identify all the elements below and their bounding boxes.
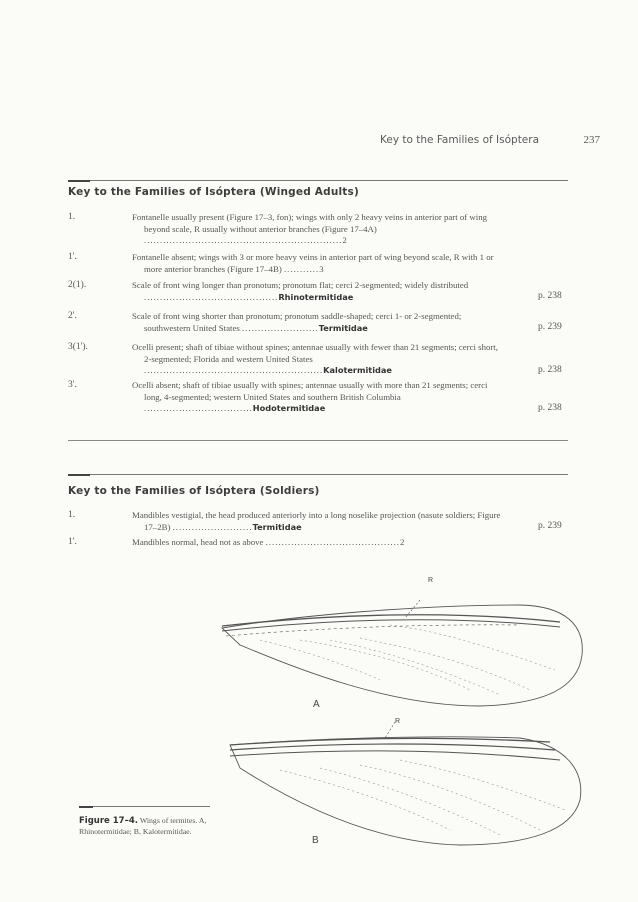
leader-dots: ........... (283, 263, 320, 274)
wing-a-drawing (222, 600, 582, 706)
couplet-lead: 2 (342, 235, 347, 246)
leader-dots: .................................. (144, 403, 253, 414)
wing-a-label: A (313, 699, 320, 710)
caption-rule (93, 806, 210, 807)
wing-b-drawing (230, 722, 581, 845)
section-title-soldiers: Key to the Families of Isóptera (Soldiers) (68, 485, 320, 497)
caption-title: Figure 17–4. (79, 816, 138, 826)
leader-dots: ........................................................ (144, 365, 324, 376)
winged-couplet-number: 3(1'). (68, 342, 88, 352)
couplet-lead: 3 (319, 263, 324, 274)
soldier-couplet-number: 1. (68, 510, 76, 520)
page-number: 237 (583, 134, 600, 146)
winged-page-ref: p. 238 (538, 291, 562, 302)
couplet-description: Mandibles normal, head not as above (132, 537, 266, 547)
caption-marker (79, 806, 93, 808)
couplet-description: Ocelli present; shaft of tibiae without spines; antennae usually with fewer than 21 segments; cerci short, 2-segmented; Florida and western United States (132, 342, 498, 364)
couplet-description: Ocelli absent; shaft of tibiae usually with spines; antennae usually with more than 21 segments; cerci long, 4-segmented; western United States and southern British Columbia (132, 380, 488, 402)
wing-a-vein-label: R (428, 577, 434, 584)
winged-page-ref: p. 239 (538, 322, 562, 333)
leader-dots: .............................................................. (144, 235, 343, 246)
wing-b-vein-label: R (395, 718, 401, 725)
soldier-page-ref: p. 239 (538, 521, 562, 532)
leader-dots: .......................................... (144, 291, 279, 302)
figure-caption (79, 816, 219, 837)
couplet-lead: 2 (400, 537, 405, 547)
couplet-description: Scale of front wing shorter than pronotum; pronotum saddle-shaped; cerci 1- or 2-segmented; southwestern United States (132, 311, 462, 333)
wing-b-label: B (312, 835, 319, 846)
couplet-description: Scale of front wing longer than pronotum; pronotum flat; cerci 2-segmented; widely distributed (132, 280, 469, 290)
soldier-couplet-number: 1'. (68, 537, 77, 547)
couplet-description: Mandibles vestigial, the head produced anteriorly into a long noselike projection (nasute soldiers; Figure 17–2B) (132, 510, 501, 532)
leader-dots: .......................................... (265, 537, 401, 547)
family-name: Hodotermitidae (252, 403, 326, 414)
leader-dots: ........................ (241, 322, 319, 333)
winged-couplet-number: 3'. (68, 380, 77, 390)
running-head-title: Key to the Families of Isóptera (380, 134, 540, 146)
winged-page-ref: p. 238 (538, 402, 562, 413)
caption-text: Wings of termites. A, Rhinotermitidae; B, Kalotermitidae. (79, 816, 207, 836)
family-name: Rhinotermitidae (278, 291, 354, 302)
winged-couplet-number: 1'. (68, 252, 77, 262)
winged-couplet-number: 2'. (68, 311, 77, 321)
section-title-winged: Key to the Families of Isóptera (Winged Adults) (68, 186, 359, 198)
family-name: Termitidae (318, 322, 368, 333)
winged-couplet-number: 1. (68, 212, 76, 222)
family-name: Termitidae (252, 521, 302, 532)
family-name: Kalotermitidae (323, 365, 392, 376)
leader-dots: ......................... (172, 521, 253, 532)
winged-page-ref: p. 238 (538, 364, 562, 375)
couplet-description: Fontanelle usually present (Figure 17–3, fon); wings with only 2 heavy veins in anterior part of wing beyond scale, R usually without anterior branches (Figure 17–4A) (132, 212, 487, 234)
winged-couplet-number: 2(1). (68, 280, 87, 290)
couplet-description: Fontanelle absent; wings with 3 or more heavy veins in anterior part of wing beyond scale, R with 1 or more anterior branches (Figure 17–4B) (132, 252, 494, 274)
